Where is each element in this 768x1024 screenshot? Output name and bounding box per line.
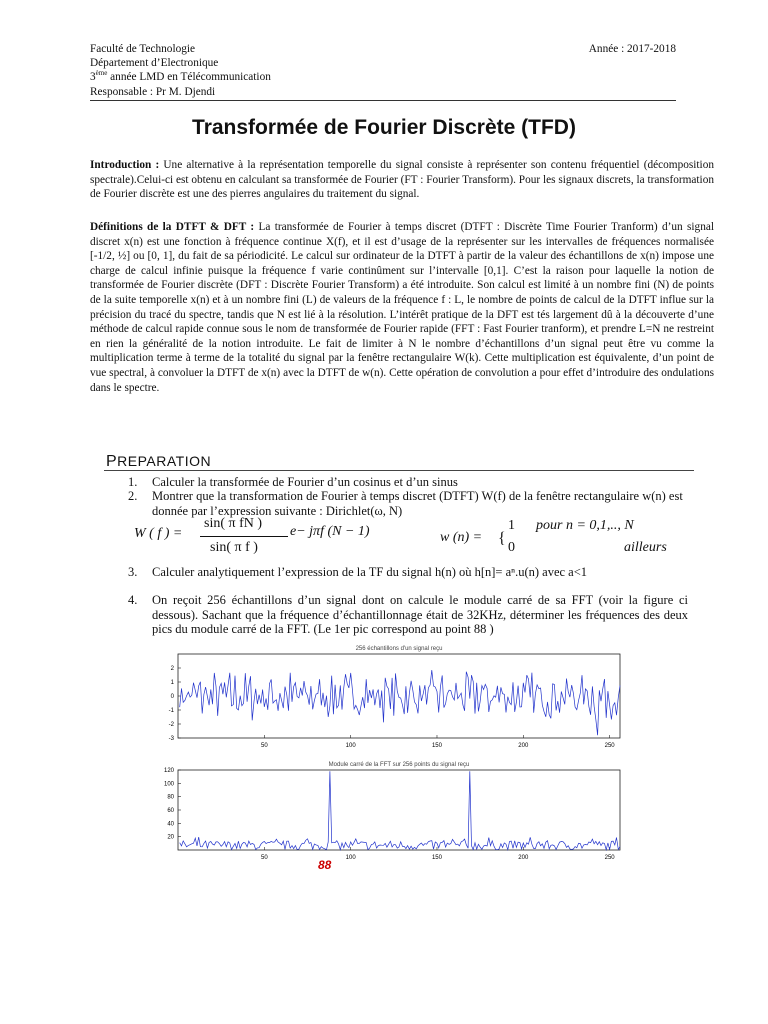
- academic-year: Année : 2017-2018: [588, 43, 676, 55]
- signal-plot: [150, 642, 640, 752]
- x-tick-label: 50: [260, 743, 268, 749]
- department: Département d’Electronique: [90, 57, 219, 70]
- y-tick-label: 20: [167, 834, 174, 841]
- y-tick-label: 80: [167, 794, 174, 801]
- formula-rect-window: w (n) = { 1 pour n = 0,1,.., N 0 ailleurs: [440, 518, 667, 555]
- plot-frame: [178, 770, 620, 850]
- x-tick-label: 100: [345, 743, 356, 749]
- x-tick-label: 200: [518, 855, 529, 861]
- y-tick-label: 100: [163, 781, 174, 788]
- responsible: Responsable : Pr M. Djendi: [90, 85, 216, 98]
- intro-paragraph: Introduction : Une alternative à la représentation temporelle du signal consiste à représenter son contenu fréquentiel (décomposition spectrale).Celui-ci est obtenu en calculant sa transformée de Fourier (FT : Fourier Transform). Pour les signaux discrets, la transformation de Fourier discrète est une des pierres angulaires du traitement du signal.: [90, 159, 714, 201]
- definitions-paragraph: Définitions de la DTFT & DFT : La transformée de Fourier à temps discret (DTFT : Discrète Time Fourier Tranform) d’un signal discret x(n) est une fonction à fréquence continue X(f), et il est d’usage de la représenter sur les intervalles de fréquences normalisée [-1/2, ½] ou [0, 1], du fait de sa périodicité. Le calcul sur ordinateur de la DTFT à partir de la valeur des échantillons de x(n) impose une charge de calcul infinie puisque la fréquence f varie continûment sur l’intervalle [0,1]. C’est la raison pour laquelle la notion de transformée de Fourier discrète (DFT : Discrète Fourier Transform) a été introduite. Son calcul est limité à un nombre fini (N) de points de la suite temporelle x(n) et à un nombre fini (L) de valeurs de la fréquence f : L, le nombre de points de calcul de la DTFT influe sur la précision du tracé du spectre, tandis que N est lié à la résolution. L’intérêt pratique de la DFT est tés largement dû à la découverte d’une méthode de calcul rapide connue sous le nom de transformée de Fourier rapide (FFT : Fast Fourier tranform), et prendre L=N ne restreint en rien la généralité de la notion introduite. Le fait de limiter à N le nombre d’échantillons d’un signal peut être vu comme la multiplication terme à terme de la totalité du signal par la fenêtre rectangulaire W(k). Cette multiplication est équivalente, d’un point de vue spectral, à convoluer la DTFT de x(n) avec la DTFT de w(n). Cette opération de convolution a pour effet d’introduire des ondulations dans le spectre.: [90, 221, 714, 394]
- x-tick-label: 50: [260, 855, 268, 861]
- x-tick-label: 150: [431, 743, 442, 749]
- header-divider: [90, 100, 676, 101]
- x-tick-label: 250: [604, 743, 615, 749]
- preparation-heading: PREPARATION: [106, 453, 212, 470]
- y-tick-label: -1: [168, 708, 174, 714]
- y-tick-label: -3: [168, 736, 174, 742]
- y-tick-label: 1: [170, 680, 174, 686]
- fft-plot: [150, 758, 640, 864]
- peak-annotation: 88: [318, 858, 332, 872]
- y-tick-label: 2: [170, 666, 174, 672]
- class-year: 3ème année LMD en Télécommunication: [90, 69, 271, 84]
- preparation-divider: [104, 470, 694, 471]
- series-line: [180, 771, 620, 849]
- y-tick-label: -2: [168, 722, 174, 728]
- formula-dirichlet: W ( f ) = sin( π fN ) sin( π f ) e− jπf (N − 1): [134, 516, 370, 555]
- chart-title: Module carré de la FFT sur 256 points du signal reçu: [328, 762, 470, 768]
- series-line: [180, 670, 620, 735]
- x-tick-label: 250: [604, 855, 615, 861]
- y-tick-label: 120: [163, 768, 174, 774]
- y-tick-label: 0: [170, 694, 174, 700]
- y-tick-label: 40: [167, 821, 174, 828]
- x-tick-label: 150: [431, 855, 442, 861]
- x-tick-label: 100: [345, 855, 356, 861]
- document-header: [90, 42, 676, 99]
- page-title: Transformée de Fourier Discrète (TFD): [192, 116, 576, 139]
- y-tick-label: 60: [167, 808, 174, 814]
- faculty: Faculté de Technologie: [90, 43, 196, 55]
- chart-title: 256 échantillons d'un signal reçu: [355, 646, 443, 652]
- x-tick-label: 200: [518, 743, 529, 749]
